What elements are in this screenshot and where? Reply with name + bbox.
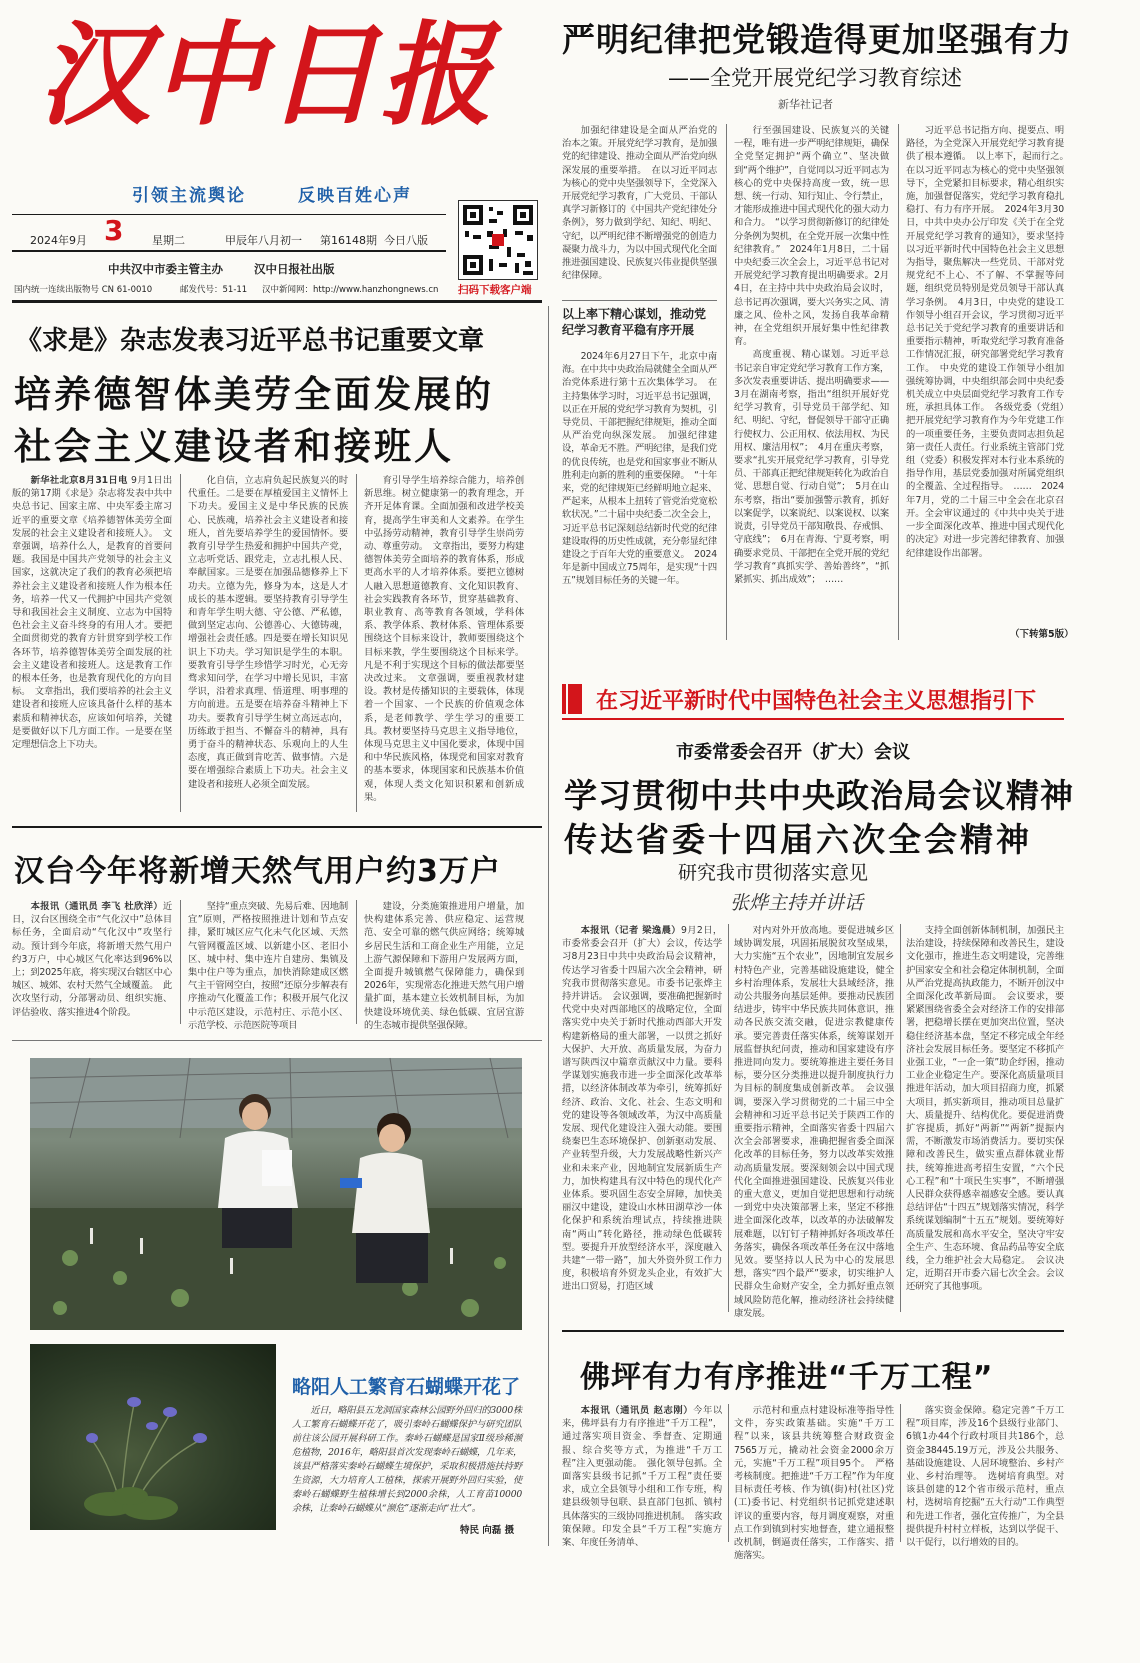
village-col-3: 落实资金保障。稳定完善“千万工程”项目库，涉及16个县级行业部门、6镇1办44个行政村项目共186个，总资金38445.19万元，涉及公共服务、基础设施建设、人居环境整治、乡村产业、乡村治理等。 选树培育典型。对该县创建的12个省市级示范村，重点村，选树培育挖掘“五大行动”工作典型和先进工作者，强化宣传推广，为全县提供提升村村立样板，达到以学促干、以干促行，以行增效的目的。 <box>906 1405 1064 1549</box>
date: 2024年9月 <box>30 234 87 247</box>
slogan-left: 引领主流舆论 <box>132 186 246 206</box>
qiushi-title-line1: 培养德智体美劳全面发展的 <box>14 373 494 416</box>
qiushi-col-3: 育引导学生培养综合能力，培养创新思维。树立健康第一的教育理念，开齐开足体育课。全面加强和改进学校美育，提高学生审美和人文素养。在学生中弘扬劳动精神，教育引导学生崇尚劳动、尊重劳动。 文章指出，要努力构建德智体美劳全面培养的教育体系，形成更高水平的人才培养体系。要把立德树人融入思想道德教育、文化知识教育、社会实践教育各环节，贯穿基础教育、职业教育、高等教育各领域，学科体系、教学体系、教材体系、管理体系要围绕这个目标来设计，教师要围绕这个目标来教，学生要围绕这个目标来学。凡是不利于实现这个目标的做法都要坚决改过来。 文章强调，要重视教材建设。教材是传播知识的主要载体，体现着一个国家、一个民族的价值观念体系，是老师教学、学生学习的重要工具。教材要坚持马克思主义指导地位，体现马克思主义中国化要求，体现中国和中华民族风格，体现党和国家对教育的基本要求，体现国家和民族基本价值观，体现人类文化知识积累和创新成果。 <box>364 475 524 803</box>
serial-number: 国内统一连续出版物号 CN 61-0010 <box>14 285 153 295</box>
lunar-date: 甲辰年八月初一 <box>225 234 302 247</box>
meeting-col-1: 本报讯（记者 梁逸晨）9月2日，市委常委会召开（扩大）会议，传达学习8月23日中共中央政治局会议精神，传达学习省委十四届六次全会精神，研究我市贯彻落实意见。市委书记张烨主持并讲话。 会议强调，要准确把握新时代党中央对西部地区的战略定位，全面落实党中央关于新时代推动西部大开发构建新格局的重大部署，一以贯之抓好大保护、大开放、高质量发展，为奋力谱写陕西汉中篇章贡献汉中力量。要科学谋划实施我市进一步全面深化改革举措，以经济体制改革为牵引，统筹抓好经济、政治、文化、社会、生态文明和党的建设等各领域改革，为汉中高质量发展、现代化建设注入强大动能。要围绕秦巴生态环境保护、创新驱动发展、产业转型升级，大力发展战略性新兴产业和未来产业，因地制宜发展新质生产力，加快构建具有汉中特色的现代化产业体系。要巩固生态安全屏障，加快美丽汉中建设，建设山水林田湖草沙一体化保护和系统治理试点，持续推进陕南“两山”转化路径，推动绿色低碳转型。要提升开放型经济水平，深度融入共建“一带一路”，加大外资外贸工作力度，积极培育外贸龙头企业，有效扩大进出口贸易，打造区域 <box>562 925 722 1293</box>
section-banner-text: 在习近平新时代中国特色社会主义思想指引下 <box>596 689 1037 714</box>
page-count: 今日八版 <box>384 234 428 247</box>
discipline-col-1: 加强纪律建设是全面从严治党的治本之策。开展党纪学习教育，是加强党的纪律建设、推动全面从严治党向纵深发展的重要举措。 在以习近平同志为核心的党中央坚强领导下，全党深入开展党纪学习教育，广大党员、干部认真学习新修订的《中国共产党纪律处分条例》，努力做到学纪、知纪、明纪、守纪，以严明纪律不断增强党的创造力凝聚力战斗力，为以中国式现代化全面推进强国建设、民族复兴伟业提供坚强纪律保障。 <box>562 125 717 282</box>
discipline-col-3: 习近平总书记指方向、提要点、明路径，为全党深入开展党纪学习教育提供了根本遵循。 以上率下，起而行之。 在以习近平同志为核心的党中央坚强领导下，全党紧扣目标要求，精心组织实施，加强督促落实，党纪学习教育稳扎稳打、有力有序开展。 2024年3月30日，中共中央办公厅印发《关于在全党开展党纪学习教育的通知》，要求坚持以习近平新时代中国特色社会主义思想为指导，聚焦解决一些党员、干部对党规党纪不上心、不了解、不掌握等问题，组织党员特别是党员领导干部认真学习条例。 4月3日，中央党的建设工作领导小组召开会议，学习贯彻习近平总书记关于党纪学习教育的重要讲话和重要指示精神，听取党纪学习教育准备工作情况汇报，研究部署党纪学习教育工作。 中央党的建设工作领导小组加强统筹协调，中央组织部会同中央纪委机关成立中央层面党纪学习教育工作专班，承担具体工作。 各级党委（党组）把开展党纪学习教育作为今年党建工作的一项重要任务，主要负责同志担负起第一责任人责任。行业系统主管部门党组（党委）积极发挥对本行业本系统的指导作用，基层党委加强对所属党组织的全覆盖、全过程指导。 …… 2024年7月，党的二十届三中全会在北京召开。全会审议通过的《中共中央关于进一步全面深化改革、推进中国式现代化的决定》对进一步完善纪律教育、加强纪律建设作出部署。 <box>906 125 1074 559</box>
day-number: 3 <box>104 214 124 247</box>
website-link[interactable]: 汉中新闻网：http://www.hanzhongnews.cn <box>262 285 439 295</box>
meeting-title-line1: 学习贯彻中共中央政治局会议精神 <box>564 776 1074 815</box>
slogan-right: 反映百姓心声 <box>298 186 412 206</box>
section-banner <box>562 680 1064 720</box>
meeting-title-line2: 传达省委十四届六次全会精神 <box>564 820 1032 859</box>
meeting-kicker: 市委常委会召开（扩大）会议 <box>676 742 910 763</box>
discipline-box-col: 2024年6月27日下午，北京中南海。在中共中央政治局就健全全面从严治党体系进行第十五次集体学习。 在主持集体学习时，习近平总书记强调，以正在开展的党纪学习教育为契机，引导党员、干部把握纪律规矩，推动全面从严治党向纵深发展。 加强纪律建设，革命无不胜。严明纪律，是我们党的优良传统，也是党和国家事业不断从胜利走向新的胜利的重要保障。 “十年来，党的纪律规矩已经鲜明地立起来、严起来，从根本上扭转了管党治党宽松软状况。”二十届中央纪委二次全会上，习近平总书记深刻总结新时代党的纪律建设取得的历史性成就，充分彰显纪律建设之于百年大党的重要意义。 2024年是新中国成立75周年，是实现“十四五”规划目标任务的关键一年。 <box>562 351 717 587</box>
village-col-1: 本报讯（通讯员 赵志刚）今年以来，佛坪县有力有序推进“千万工程”，通过落实项目资金、季督查、定期通报、综合奖等方式，为推进“千万工程”注入更强动能。 强化领导包抓。全面落实县级书记抓“千万工程”责任要求，成立全县领导小组和工作专班，构建县级领导包联、县直部门包抓、镇村具体落实的三级协同推进机制。 落实政策保障。印发全县“千万工程”实施方案、年度任务清单、 <box>562 1405 722 1549</box>
weekday: 星期二 <box>152 234 185 247</box>
qiushi-col-2: 化自信，立志肩负起民族复兴的时代重任。二是要在厚植爱国主义情怀上下功夫。爱国主义是中华民族的民族心、民族魂，培养社会主义建设者和接班人，首先要培养学生的爱国情怀。要教育引导学生热爱和拥护中国共产党，立志听党话、跟党走，立志扎根人民、奉献国家。三是要在加强品德修养上下功夫。立德为先，修身为本，这是人才成长的基本逻辑。要坚持教育引导学生和青年学生明大德、守公德、严私德，做到坚定志向、公德善心、大德铸魂，增强社会责任感。四是要在增长知识见识上下功夫。学习知识是学生的本职。要教育引导学生珍惜学习时光，心无旁骛求知问学，在学习中增长见识，丰富学识，沿着求真理、悟道理、明事理的方向前进。五是要在培养奋斗精神上下功夫。要教育引导学生树立高远志向，历练敢于担当、不懈奋斗的精神，具有勇于奋斗的精神状态、乐观向上的人生态度，真正做到肯吃苦、做事情。六是要在增强综合素质上下功夫。社会主义建设者和接班人必须全面发展。 <box>188 475 348 790</box>
meeting-col-3: 支持全面创新体制机制，加强民主法治建设，持续保障和改善民生，建设文化强市，推进生态文明建设，完善维护国家安全和社会稳定体制机制，全面从严治党提高执政能力，不断开创汉中全面深化改革新局面。 会议要求，要紧紧围绕省委全会对经济工作的安排部署，把稳增长摆在更加突出位置，坚决稳住经济基本盘，坚定不移完成全年经济社会发展目标任务。要坚定不移抓产业强工业，“一企一策”助企纾困，推动工业企业稳定生产。要深化高质量项目推进年活动，加大项目招商力度，抓紧大项目，抓实新项目，推动项目总量扩大、质量提升、结构优化。要促进消费扩容提质，抓好“两新”“两新”提振内需，不断激发市场消费活力。要切实保障和改善民生，做实重点群体就业帮扶，统筹推进高考招生安置，“六个民心工程”和“十项民生实事”，不断增强人民群众获得感幸福感安全感。要认真总结评估“十四五”规划落实情况，科学系统谋划编制“十五五”规划。要统筹好高质量发展和高水平安全，坚决守牢安全生产、生态环境、食品药品等安全底线，全力维护社会大局稳定。 会议决定，近期召开市委六届七次全会。会议还研究了其他事项。 <box>906 925 1064 1293</box>
butterfly-caption: 近日，略阳县五龙洞国家森林公园野外回归的3000株人工繁育石蝴蝶开花了，吸引秦岭石蝴蝶保护与研究团队前往该公园开展科研工作。秦岭石蝴蝶是国家Ⅱ级珍稀濒危植物，2016年，略阳县首次发现秦岭石蝴蝶，几年来，该县严格落实秦岭石蝴蝶生境保护，采取积极措施扶持野生资源，大力培育人工植株，探索开展野外回归实验，使秦岭石蝴蝶野生植株增长到2000余株，人工育苗10000余株，让秦岭石蝴蝶从“濒危”逐渐走向“壮大”。 <box>292 1405 522 1514</box>
discipline-subtitle: ——全党开展党纪学习教育综述 <box>668 66 962 90</box>
gas-col-3: 建设，分类施策推进用户增量，加快构建体系完善、供应稳定、运营规范、安全可靠的燃气供应网络；统筹城乡居民生活和工商企业生产用能，立足上游气源保障和下游用户发展两方面，全面提升城镇燃气保障能力，确保到2026年，实现常态化推进天然气用户增量扩面，基本建立长效机制目标，为加快建设环境优美、绿色低碳、宜居宜游的生态城市提供坚强保障。 <box>364 901 524 1031</box>
qr-label: 扫码下载客户端 <box>458 284 532 296</box>
butterfly-flower-photo <box>30 1344 276 1530</box>
newspaper-logo: 汉中日报 <box>38 10 494 141</box>
meeting-host: 张烨主持并讲话 <box>730 892 864 914</box>
continued-note: （下转第5版） <box>1010 629 1074 640</box>
gas-title: 汉台今年将新增天然气用户约3万户 <box>14 854 501 889</box>
discipline-subhead: 以上率下精心谋划，推动党纪学习教育平稳有序开展 <box>562 307 707 337</box>
qr-code[interactable] <box>458 200 538 280</box>
village-col-2: 示范村和重点村建设标准等指导性文件，夯实政策基础。实施“千万工程”以来，该县共统筹整合财政资金7565万元，撬动社会资金2000余万元，实施“千万工程”项目95个。 严格考核制度。把推进“千万工程”作为年度目标责任考核、作为镇(街)村(社区)党(工)委书记、村党组织书记抓党建述职评议的重要内容，每月调度观察，对重点工作到镇到村实地督查，建立通报整改机制，倒逼责任落实，工作落实、措施落实。 <box>734 1405 894 1562</box>
village-title: 佛坪有力有序推进“千万工程” <box>580 1360 994 1395</box>
publisher-right: 汉中日报社出版 <box>254 262 335 276</box>
qiushi-title-line2: 社会主义建设者和接班人 <box>14 425 454 468</box>
meeting-col-2: 对内对外开放高地。要促进城乡区域协调发展，巩固拓展脱贫攻坚成果，大力实施“五个农业”，因地制宜发展乡村特色产业，完善基础设施建设，健全乡村治理体系，发展壮大县域经济，推动公共服务向基层延伸。要推动民族团结进步，铸牢中华民族共同体意识，推动各民族交流交融，促进宗教健康传承。要完善责任落实体系，统筹谋划开展监督执纪问责，推动和国家建设有序推进同向发力。要统筹推进主要任务目标，要分区分类推进以提升制度执行力为目标的制度集成创新改革。 会议强调，要深入学习贯彻党的二十届三中全会精神和习近平总书记关于陕西工作的重要指示精神，全面落实省委十四届六次全会部署要求，准确把握省委全面深化改革的目标任务，努力以改革实效推动高质量发展。要深刻领会以中国式现代化全面推进强国建设、民族复兴伟业的重大意义，更加自觉把思想和行动统一到党中央决策部署上来，坚定不移推进全面深化改革，以改革的办法破解发展难题，以钉钉子精神抓好各项改革任务落实，确保各项改革任务在汉中落地见效。要坚持以人民为中心的发展思想，落实“四个最严”要求，切实维护人民群众生命财产安全，全力抓好重点领域风险防范化解，推动经济社会持续健康发展。 <box>734 925 894 1319</box>
post-code: 邮发代号：51-11 <box>180 285 248 295</box>
discipline-col-2: 行至强国建设、民族复兴的关键一程，唯有进一步严明纪律规矩，确保全党坚定拥护“两个确立”、坚决做到“两个维护”，自觉同以习近平同志为核心的党中央保持高度一致，统一思想、统一行动、知行知止、令行禁止，才能形成推进中国式现代化的强大动力和合力。 “以学习贯彻新修订的纪律处分条例为契机，在全党开展一次集中性纪律教育。” 2024年1月8日，二十届中央纪委三次全会上，习近平总书记对开展党纪学习教育提出明确要求。2月4日，在主持中共中央政治局会议时，总书记再次强调，要大兴务实之风、清廉之风、俭朴之风，发扬自我革命精神，在全党组织开展好集中性纪律教育。 高度重视、精心谋划。习近平总书记亲自审定党纪学习教育工作方案，多次发表重要讲话、提出明确要求—— 3月在湖南考察，指出“组织开展好党纪学习教育，引导党员干部学纪、知纪、明纪、守纪，督促领导干部守正确行使权力、公正用权、依法用权、为民用权、廉洁用权”； 4月在重庆考察，要求“扎实开展党纪学习教育，引导党员、干部真正把纪律规矩转化为政治自觉、思想自觉、行动自觉”； 5月在山东考察，指出“要加强警示教育，抓好以案促学，以案说纪、以案说权、以案说责，引导党员干部知敬畏、存戒惧、守底线”； 6月在青海、宁夏考察，明确要求党员、干部把在全党开展的党纪学习教育“真抓实学、善始善终”，“抓紧抓实、抓出成效”； …… <box>734 125 899 585</box>
gas-col-1: 本报讯（通讯员 李飞 杜欣洋）近日，汉台区围绕全市“气化汉中”总体目标任务，全面启动“气化汉中”攻坚行动。预计到今年底，将新增天然气用户约3万户，中心城区气化率达到96%以上；到2025年底，将实现汉台辖区中心城区、城郊、农村天然气全域覆盖。 此次攻坚行动，分部署动员、组织实施、评估验收、落实推进4个阶段。 <box>12 901 172 1018</box>
issue-number: 第16148期 <box>320 234 377 247</box>
publisher-left: 中共汉中市委主管主办 <box>108 262 223 276</box>
meeting-subtitle: 研究我市贯彻落实意见 <box>678 862 869 884</box>
qiushi-kicker: 《求是》杂志发表习近平总书记重要文章 <box>16 326 485 356</box>
photo-credit: 特民 向磊 摄 <box>460 1525 515 1536</box>
field-research-photo <box>30 1058 522 1330</box>
discipline-title: 严明纪律把党锻造得更加坚强有力 <box>562 20 1072 59</box>
butterfly-caption-title: 略阳人工繁育石蝴蝶开花了 <box>292 1376 521 1398</box>
gas-col-2: 坚持“重点突破、先易后难、因地制宜”原则，严格按照推进计划和节点安排，紧盯城区应气化未气化区域、天然气管网覆盖区域、以新建小区、老旧小区、城中村、集中连片自建房、集镇及集中住户等为重点，加快消除建成区燃气主干管网空白，按照“还原分步解表有序推动气化覆盖工作；积极开展气化汉中示范区建设，示范村庄、示范小区、示范学校、示范医院等项目 <box>188 901 348 1031</box>
qiushi-col-1: 新华社北京8月31日电 9月1日出版的第17期《求是》杂志将发表中共中央总书记、国家主席、中央军委主席习近平的重要文章《培养德智体美劳全面发展的社会主义建设者和接班人》。 文章强调，培养什么人，是教育的首要问题。我国是中国共产党领导的社会主义国家，这就决定了我们的教育必须把培养社会主义建设者和接班人作为根本任务，培养一代又一代拥护中国共产党领导和我国社会主义制度、立志为中国特色社会主义奋斗终身的有用人才。要把全面贯彻党的教育方针贯穿到学校工作各环节，培养德智体美劳全面发展的社会主义建设者和接班人。这是教育工作的根本任务，也是教育现代化的方向目标。 文章指出，我们要培养的社会主义建设者和接班人应该具备什么样的基本素质和精神状态，应该如何培养，关键是要做好以下几方面工作。一是要在坚定理想信念上下功夫。 <box>12 475 172 751</box>
discipline-byline: 新华社记者 <box>778 98 833 111</box>
